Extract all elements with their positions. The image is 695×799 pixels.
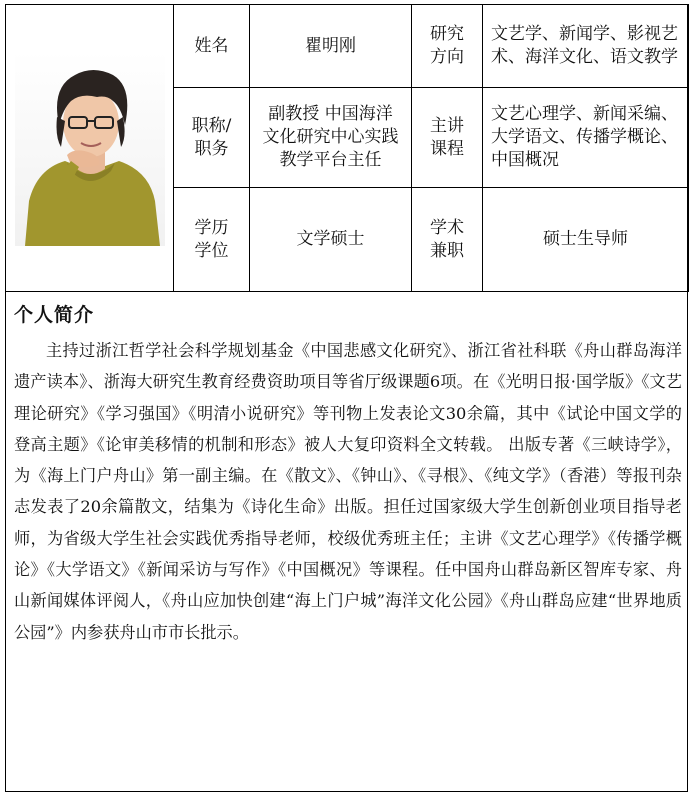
research-value: 文艺学、新闻学、影视艺术、海洋文化、语文教学 <box>483 5 689 88</box>
research-label <box>412 5 483 88</box>
degree-label-text: 学历学位 <box>194 217 229 261</box>
name-value: 瞿明刚 <box>250 5 412 88</box>
degree-label <box>174 188 250 292</box>
courses-label <box>412 88 483 188</box>
bio-section <box>14 300 682 648</box>
research-label-text: 研究方向 <box>430 24 464 67</box>
academic-value: 硕士生导师 <box>483 188 689 292</box>
courses-label-text: 主讲课程 <box>430 115 464 159</box>
title-label <box>174 88 250 188</box>
profile-table <box>5 4 689 292</box>
bio-text: 主持过浙江哲学社会科学规划基金《中国悲感文化研究》、浙江省社科联《舟山群岛海洋遗产读本》、浙海大研究生教育经费资助项目等省厅级课题6项。在《光明日报·国学版》《文艺理论研究》《学习强国》《明清小说研究》等刊物上发表论文30余篇，其中《试论中国文学的登高主题》《论审美移情的机制和形态》被人大复印资料全文转载。 出版专著《三峡诗学》，为《海上门户舟山》第一副主编。在《散文》、《钟山》、《寻根》、《纯文学》（香港）等报刊杂志发表了20余篇散文，结集为《诗化生命》出版。担任过国家级大学生创新创业项目指导老师，为省级大学生社会实践优秀指导老师，校级优秀班主任；主讲《文艺心理学》《传播学概论》《大学语文》《新闻采访与写作》《中国概况》等课程。任中国舟山群岛新区智库专家、舟山新闻媒体评阅人，《舟山应加快创建“海上门户城”海洋文化公园》《舟山群岛应建“世界地质公园”》内参获舟山市市长批示。 <box>14 341 682 642</box>
title-value-text: 副教授 中国海洋文化研究中心实践教学平台主任 <box>262 104 399 170</box>
name-label: 姓名 <box>174 5 250 88</box>
academic-label-text: 学术兼职 <box>430 217 464 261</box>
academic-label <box>412 188 483 292</box>
title-value <box>250 88 412 188</box>
portrait-cell <box>6 5 174 292</box>
bio-heading: 个人简介 <box>14 304 95 326</box>
degree-value: 文学硕士 <box>250 188 412 292</box>
title-label-text: 职称/职务 <box>191 115 232 159</box>
courses-value: 文艺心理学、新闻采编、大学语文、传播学概论、中国概况 <box>483 88 689 188</box>
portrait-photo <box>15 51 165 246</box>
